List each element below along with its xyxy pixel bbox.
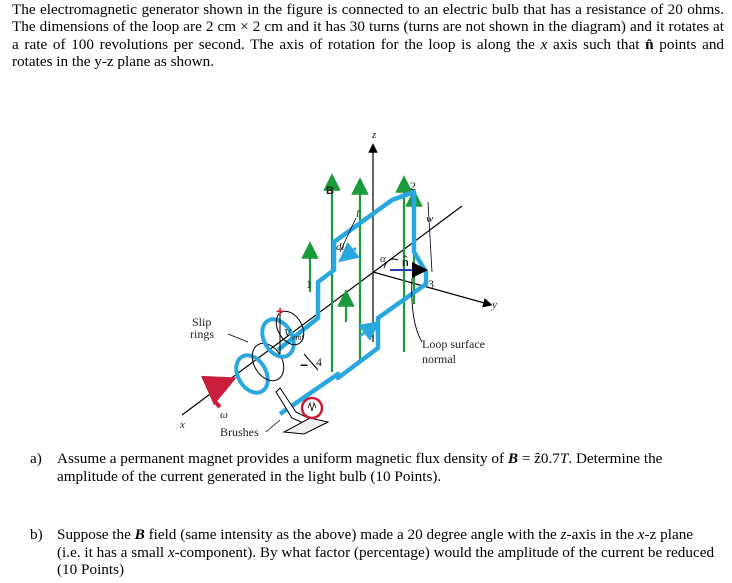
minus-terminal: − [300,357,309,373]
z-axis-label: z [372,129,377,141]
intro-text-2: 2 cm and it has 30 turns (turns are not shown in the diagram) and it rotates at a rate of 100 revolutions per second. The axis of rotation for the loop is along the [12,18,725,53]
problem-intro [12,1,724,71]
generator-diagram [160,122,530,444]
width-label: w [426,213,434,225]
slip-rings-leader [228,334,248,342]
alpha-arc [384,259,398,268]
corner-label-2: 2 [410,179,416,193]
question-b-b-symbol: B [134,526,145,543]
loop-normal-label-line2: normal [422,352,456,366]
length-label: l [356,208,360,220]
question-b-text-1: Suppose the [57,526,135,543]
intro-text-1: The electromagnetic generator shown in the figure is connected to an electric bulb that has a resistance of 20 ohms. The dimensions of the loop are 2 cm [12,1,724,36]
question-b-text-3: -axis in the [566,526,638,543]
question-b [30,526,720,579]
intro-text-4: points and rotates in the y-z plane as shown. [12,35,725,71]
emf-subscript: emf [292,333,304,342]
question-b-x-variable-2: x [167,543,175,561]
vin-label: V [284,327,291,339]
alpha-label: α [380,253,386,265]
question-b-text-2: field (same intensity as the above) made a 20 degree angle with the [144,526,561,543]
brushes-label: Brushes [220,425,259,439]
question-b-label: b) [30,526,43,543]
slip-rings-label-line1: Slip [192,315,212,329]
question-a [30,450,720,485]
y-axis-label: y [492,299,497,311]
question-a-b-symbol: B [507,450,519,467]
question-a-text [57,450,720,485]
times-symbol: × [240,18,249,36]
question-b-text-5: -component). By what factor (percentage) would the amplitude of the current be reduced (10 Points) [57,543,715,579]
slip-rings [230,306,310,398]
question-b-text-4: -z plane (i.e. it has a small [57,526,694,561]
rotation-arrow [212,384,222,407]
question-a-text-1: Assume a permanent magnet provides a uniform magnetic flux density of [57,450,508,467]
dl-label: dl [336,241,345,253]
corner-label-1: 1 [306,277,312,291]
b-field-label: B [326,185,334,197]
question-a-tesla-unit: T [559,450,569,467]
plus-terminal: + [276,303,285,319]
intro-n-hat: n̂ [645,35,654,53]
question-b-x-variable: x [637,526,645,543]
question-a-equation: = ẑ0.7 [518,450,560,467]
loop-normal-label-line1: Loop surface [422,337,485,351]
question-b-text [57,526,720,579]
brushes-leader [266,420,280,432]
generator-figure [160,122,530,444]
question-a-label: a) [30,450,42,467]
slip-rings-label-line2: rings [190,327,214,341]
intro-text-3: axis such that [547,35,646,53]
intro-x-variable: x [540,35,548,53]
question-a-text-2: . Determine the amplitude of the current generated in the light bulb (10 Points). [57,450,663,485]
corner-label-4: 4 [316,355,322,369]
question-b-z-variable: z [560,526,567,543]
normal-label: n̂ [402,257,409,269]
x-axis-label: x [180,419,185,431]
light-bulb-icon [302,398,322,418]
omega-label: ω [220,409,228,421]
corner-label-3: 3 [428,277,434,291]
